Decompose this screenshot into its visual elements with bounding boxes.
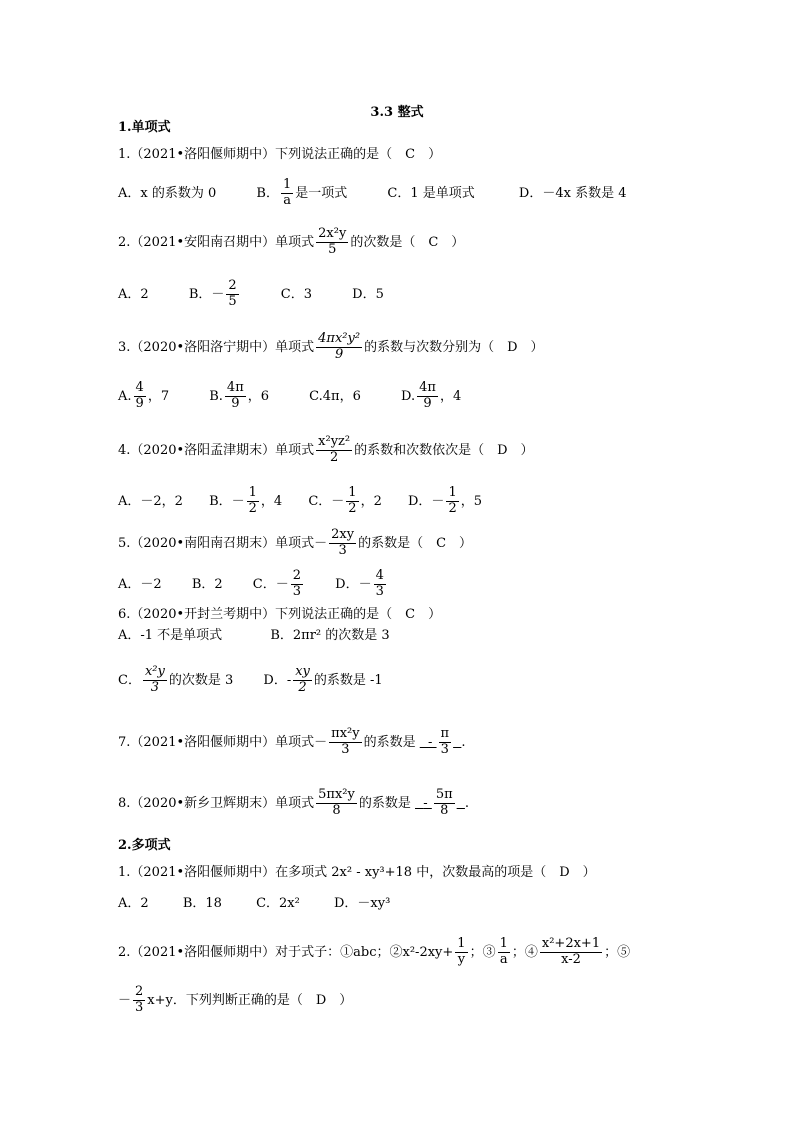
fraction-denominator: 8 — [440, 802, 449, 818]
fraction — [133, 985, 145, 1016]
fraction-numerator: 1 — [348, 485, 357, 500]
fraction-denominator: 2 — [298, 679, 307, 695]
option-b-prefix: B．－ — [209, 493, 245, 509]
answer-prefix: - — [423, 795, 432, 811]
question-1-stem: 1.（2021•洛阳偃师期中）下列说法正确的是（ C ） — [118, 147, 442, 162]
fraction-numerator: 1 — [282, 177, 292, 192]
option-d-suffix: ，4 — [439, 388, 462, 404]
fraction-denominator: 5 — [228, 293, 237, 309]
stem-middle: ；④ — [511, 944, 538, 960]
fraction-denominator: 8 — [332, 802, 341, 818]
fraction-numerator: 4π — [419, 380, 436, 395]
fraction — [281, 178, 293, 209]
fraction-denominator: 3 — [440, 741, 449, 757]
fraction — [446, 486, 458, 517]
option-b: B．18 — [182, 896, 222, 911]
option-b-prefix: B. — [209, 388, 223, 404]
fraction-denominator: a — [499, 951, 508, 967]
fraction-numerator: 4 — [375, 568, 384, 583]
stem-middle: ；③ — [469, 944, 496, 960]
fraction — [316, 788, 357, 819]
option-a: A．－2，2 — [118, 493, 183, 509]
fraction — [134, 381, 146, 412]
fraction — [329, 528, 356, 559]
option-c: C．2x² — [256, 896, 300, 911]
option-b-suffix: ，6 — [247, 388, 270, 404]
option-a: A．－2 — [118, 576, 162, 592]
option-a: A．x 的系数为 0 — [118, 185, 217, 201]
question-4-options — [118, 486, 482, 517]
fraction-numerator: xy — [295, 664, 310, 679]
option-b-suffix: ，4 — [260, 493, 283, 509]
fraction-numerator: 1 — [248, 485, 257, 500]
fraction-numerator: π — [440, 726, 450, 741]
fraction-numerator: x²+2x+1 — [541, 936, 601, 951]
fraction-denominator: 9 — [423, 395, 432, 411]
option-d: D．5 — [352, 286, 384, 302]
fraction — [346, 486, 358, 517]
question-2-options — [118, 279, 384, 310]
poly-question-1-stem: 1.（2021•洛阳偃师期中）在多项式 2x² - xy³+18 中，次数最高的项是（ D ） — [118, 865, 596, 880]
fraction-denominator: 9 — [231, 395, 240, 411]
page-title: 3.3 整式 — [370, 105, 424, 120]
fraction — [316, 227, 348, 258]
stem-prefix: 3.（2020•洛阳洛宁期中）单项式 — [118, 339, 315, 355]
option-d-prefix: D．－ — [408, 493, 445, 509]
option-d-suffix: 的系数是 -1 — [313, 672, 383, 688]
fraction-denominator: y — [457, 951, 466, 967]
question-1-options — [118, 178, 626, 209]
stem-prefix: 2.（2021•洛阳偃师期中）对于式子：①abc；②x²-2xy+ — [118, 944, 454, 960]
stem-middle: 的系数是 — [358, 795, 411, 811]
stem-prefix: 2.（2021•安阳南召期中）单项式 — [118, 234, 315, 250]
fraction-numerator: 2 — [228, 278, 237, 293]
fraction — [316, 435, 352, 466]
option-a: A．2 — [118, 286, 149, 302]
fraction — [439, 727, 452, 758]
option-b-prefix: B． — [256, 185, 279, 201]
option-c-prefix: C．－ — [252, 576, 289, 592]
answer-blank — [415, 788, 465, 819]
question-8-stem — [118, 788, 469, 819]
fraction-denominator: x-2 — [561, 951, 581, 967]
fraction-numerator: 4πx²y² — [318, 331, 361, 346]
fraction — [291, 569, 303, 600]
stem-suffix: 的系数与次数分别为（ D ） — [364, 339, 544, 355]
question-6-options-row1 — [118, 629, 390, 642]
fraction-denominator: 3 — [292, 583, 302, 599]
fraction-numerator: x²yz² — [318, 434, 351, 449]
stem-prefix: 5.（2020•南阳南召期末）单项式－ — [118, 535, 328, 551]
stem-prefix: 8.（2020•新乡卫辉期末）单项式 — [118, 795, 315, 811]
stem-suffix: 的系数是（ C ） — [358, 535, 473, 551]
fraction-numerator: 2 — [292, 568, 302, 583]
fraction — [417, 381, 438, 412]
option-b-suffix: 是一项式 — [295, 185, 348, 201]
option-c: C．1 是单项式 — [387, 185, 475, 201]
fraction-numerator: 2x²y — [318, 226, 347, 241]
option-d-prefix: D. — [401, 388, 416, 404]
fraction-denominator: a — [283, 192, 291, 208]
fraction-denominator: 2 — [448, 500, 457, 516]
question-6-stem: 6.（2020•开封兰考期中）下列说法正确的是（ C ） — [118, 607, 442, 622]
option-c-prefix: C． — [118, 672, 141, 688]
fraction-denominator: 2 — [248, 500, 257, 516]
answer-prefix: - — [428, 734, 437, 750]
section-heading-monomial: 1.单项式 — [118, 120, 171, 135]
section-heading-polynomial: 2.多项式 — [118, 838, 171, 853]
question-5-options — [118, 569, 388, 600]
option-c-suffix: 的次数是 3 — [168, 672, 234, 688]
fraction — [498, 937, 510, 968]
fraction-numerator: 2xy — [331, 527, 355, 542]
fraction-numerator: 2 — [135, 984, 144, 999]
question-6-options-row2 — [118, 665, 383, 696]
stem-prefix: 4.（2020•洛阳孟津期末）单项式 — [118, 442, 315, 458]
stem-suffix: 的次数是（ C ） — [350, 234, 465, 250]
poly-question-2-line2 — [118, 985, 352, 1016]
option-a-suffix: ，7 — [147, 388, 170, 404]
option-d: D．－4x 系数是 4 — [518, 185, 627, 201]
fraction-denominator: 3 — [341, 741, 350, 757]
fraction — [226, 279, 238, 310]
fraction — [143, 665, 167, 696]
stem-end: . — [461, 734, 466, 750]
fraction-numerator: x²y — [144, 664, 165, 679]
fraction — [329, 727, 361, 758]
fraction-numerator: 4 — [135, 380, 144, 395]
option-a-prefix: A. — [118, 388, 132, 404]
fraction-numerator: 5π — [435, 787, 453, 802]
fraction-numerator: 5πx²y — [318, 787, 355, 802]
poly-question-1-options — [118, 897, 390, 910]
stem-end: . — [464, 795, 470, 811]
question-4-stem — [118, 435, 534, 466]
fraction-numerator: 1 — [457, 936, 466, 951]
fraction — [225, 381, 246, 412]
stem-suffix: 的系数和次数依次是（ D ） — [354, 442, 534, 458]
fraction-numerator: 1 — [499, 936, 508, 951]
fraction-denominator: 9 — [135, 395, 144, 411]
fraction — [434, 788, 455, 819]
option-d: D．－xy³ — [333, 896, 391, 911]
fraction-denominator: 9 — [334, 346, 344, 362]
question-2-stem — [118, 227, 464, 258]
fraction-denominator: 2 — [348, 500, 357, 516]
option-b: B．2πr² 的次数是 3 — [270, 628, 390, 643]
option-b: B．2 — [191, 576, 223, 592]
question-7-stem — [118, 727, 466, 758]
fraction-denominator: 3 — [338, 542, 347, 558]
fraction — [540, 937, 602, 968]
option-c: C.4π，6 — [309, 388, 361, 404]
fraction-numerator: 4π — [226, 380, 244, 395]
question-3-stem — [118, 332, 544, 363]
fraction — [455, 937, 467, 968]
poly-question-2-stem — [118, 937, 630, 968]
option-d-prefix: D．- — [263, 672, 292, 688]
option-c: C．3 — [280, 286, 313, 302]
fraction — [374, 569, 386, 600]
option-a: A．2 — [118, 896, 149, 911]
stem-end: ；⑤ — [604, 944, 631, 960]
question-5-stem — [118, 528, 472, 559]
option-d-prefix: D．－ — [335, 576, 372, 592]
fraction — [247, 486, 259, 517]
answer-blank — [420, 727, 462, 758]
option-c-prefix: C．－ — [308, 493, 345, 509]
option-a: A．-1 不是单项式 — [118, 628, 223, 643]
stem-middle: 的系数是 — [363, 734, 416, 750]
option-c-suffix: ，2 — [360, 493, 382, 509]
line-suffix: x+y．下列判断正确的是（ D ） — [147, 992, 353, 1008]
fraction-numerator: 1 — [448, 485, 457, 500]
option-d-suffix: ，5 — [460, 493, 482, 509]
question-3-options — [118, 381, 461, 412]
option-b-prefix: B．－ — [188, 286, 225, 302]
stem-prefix: 7.（2021•洛阳偃师期中）单项式－ — [118, 734, 328, 750]
fraction-denominator: 5 — [328, 241, 337, 257]
fraction-denominator: 3 — [375, 583, 384, 599]
fraction-denominator: 2 — [329, 449, 339, 465]
fraction — [316, 332, 362, 363]
fraction-denominator: 3 — [150, 679, 160, 695]
fraction-denominator: 3 — [135, 999, 144, 1015]
line-prefix: － — [118, 992, 132, 1008]
fraction — [293, 665, 312, 696]
fraction-numerator: πx²y — [331, 726, 360, 741]
